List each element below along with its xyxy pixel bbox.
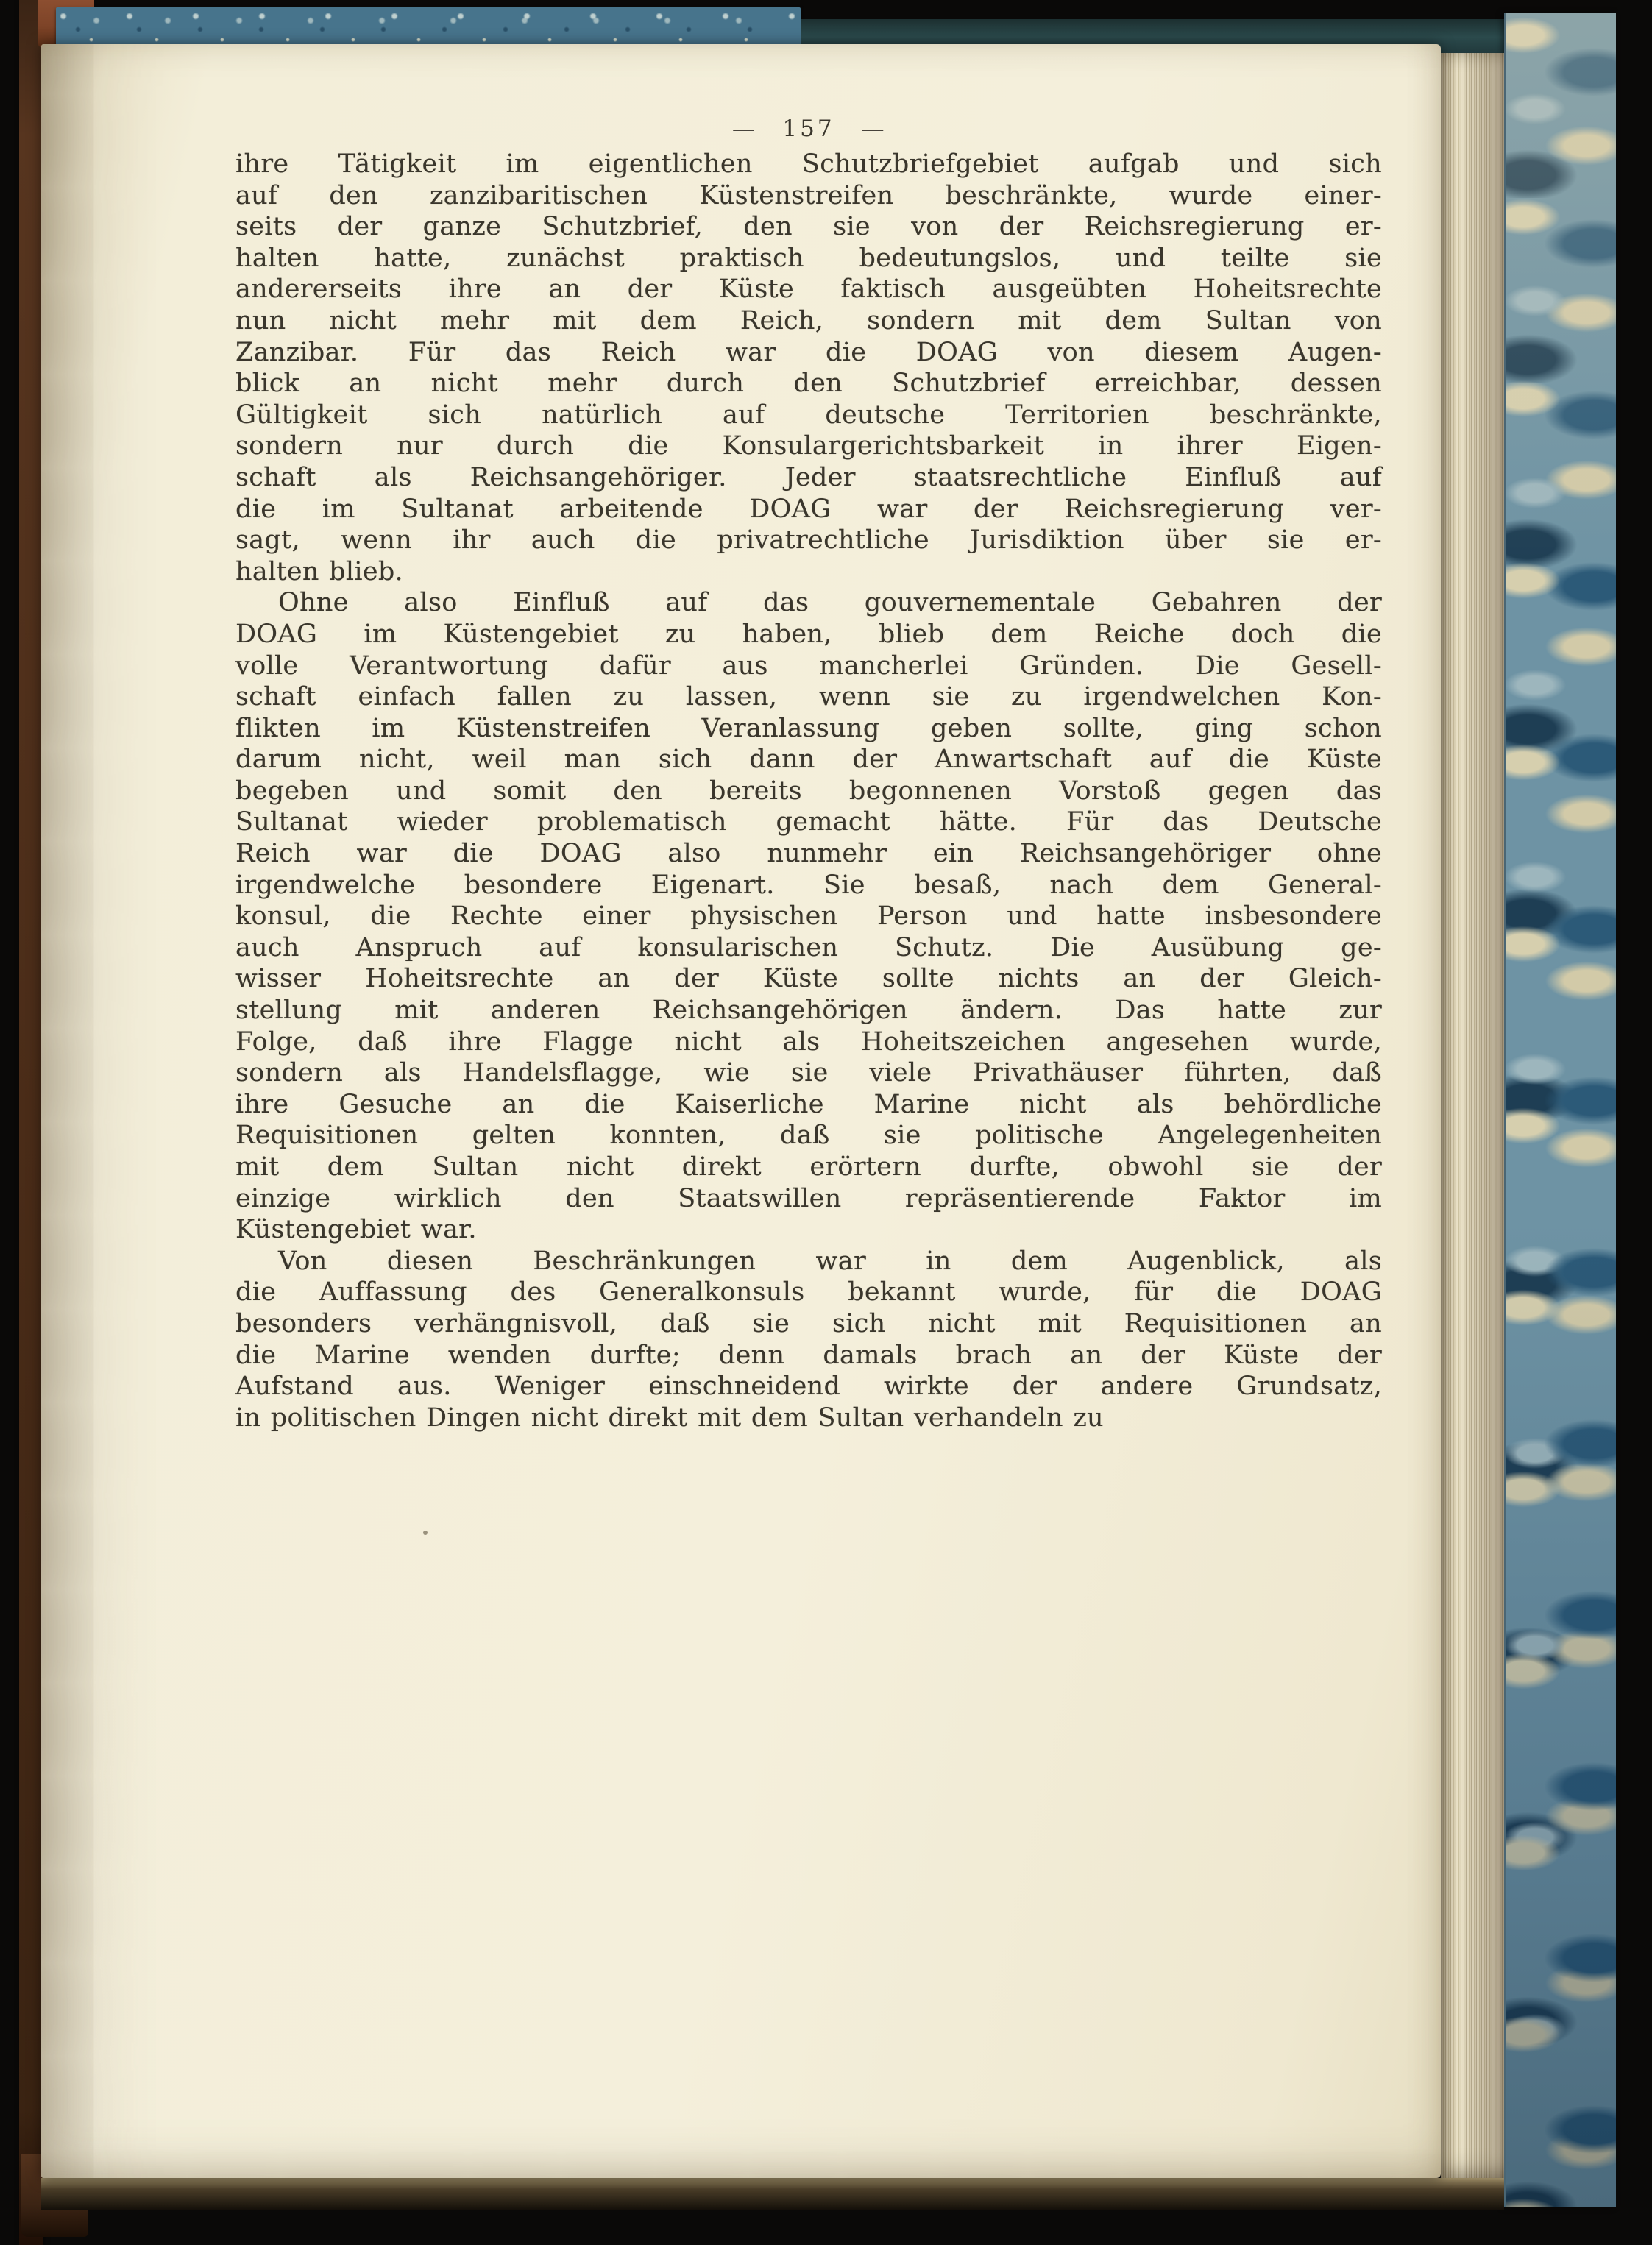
paper-speck <box>423 1531 428 1535</box>
text-line: sondern nur durch die Konsulargerichtsbarkeit in ihrer Eigen- <box>235 431 1382 461</box>
page-number-value: 157 <box>782 116 835 142</box>
text-line: ihre Tätigkeit im eigentlichen Schutzbriefgebiet aufgab und sich <box>235 149 1382 179</box>
text-line: Ohne also Einfluß auf das gouvernementale Gebahren der <box>278 588 1382 618</box>
text-line: konsul, die Rechte einer physischen Person und hatte insbesondere <box>235 901 1382 932</box>
text-line: Gültigkeit sich natürlich auf deutsche Territorien beschränkte, <box>235 400 1382 430</box>
text-line: Reich war die DOAG also nunmehr ein Reichsangehöriger ohne <box>235 839 1382 869</box>
text-line: Folge, daß ihre Flagge nicht als Hoheitszeichen angesehen wurde, <box>235 1026 1382 1057</box>
page-fore-edges <box>1441 53 1504 2178</box>
text-line: darum nicht, weil man sich dann der Anwartschaft auf die Küste <box>235 745 1382 775</box>
text-line: begeben und somit den bereits begonnenen Vorstoß gegen das <box>235 776 1382 806</box>
page-bottom-edge <box>41 2178 1504 2210</box>
marbled-endpaper <box>1504 13 1616 2207</box>
text-line: blick an nicht mehr durch den Schutzbrief erreichbar, dessen <box>235 369 1382 399</box>
text-line: auf den zanzibaritischen Küstenstreifen beschränkte, wurde einer- <box>235 180 1382 210</box>
header-dash-left: — <box>731 116 756 142</box>
text-line: flikten im Küstenstreifen Veranlassung geben sollte, ging schon <box>235 713 1382 743</box>
marbled-edge-top <box>56 7 801 47</box>
page-text <box>235 149 1382 1433</box>
text-line: schaft als Reichsangehöriger. Jeder staatsrechtliche Einfluß auf <box>235 462 1382 492</box>
text-line: ihre Gesuche an die Kaiserliche Marine nicht als behördliche <box>235 1089 1382 1119</box>
text-line: DOAG im Küstengebiet zu haben, blieb dem Reiche doch die <box>235 619 1382 649</box>
text-line: Sultanat wieder problematisch gemacht hätte. Für das Deutsche <box>235 807 1382 837</box>
text-line: die Auffassung des Generalkonsuls bekannt wurde, für die DOAG <box>235 1277 1382 1308</box>
text-line: in politischen Dingen nicht direkt mit dem Sultan verhandeln zu <box>235 1402 1104 1433</box>
text-line: stellung mit anderen Reichsangehörigen ändern. Das hatte zur <box>235 996 1382 1026</box>
text-line: sagt, wenn ihr auch die privatrechtliche Jurisdiktion über sie er- <box>235 525 1382 556</box>
page-number <box>235 116 1382 142</box>
text-line: Zanzibar. Für das Reich war die DOAG von diesem Augen- <box>235 337 1382 367</box>
text-line: halten blieb. <box>235 556 403 586</box>
text-line: wisser Hoheitsrechte an der Küste sollte nichts an der Gleich- <box>235 964 1382 994</box>
text-line: Aufstand aus. Weniger einschneidend wirkte der andere Grundsatz, <box>235 1372 1382 1402</box>
text-line: volle Verantwortung dafür aus mancherlei Gründen. Die Gesell- <box>235 650 1382 681</box>
text-line: sondern als Handelsflagge, wie sie viele Privathäuser führten, daß <box>235 1058 1382 1088</box>
text-line: Requisitionen gelten konnten, daß sie politische Angelegenheiten <box>235 1121 1382 1151</box>
header-dash-right: — <box>861 116 886 142</box>
book-page <box>41 44 1441 2178</box>
text-line: auch Anspruch auf konsularischen Schutz. Die Ausübung ge- <box>235 932 1382 962</box>
text-line: schaft einfach fallen zu lassen, wenn sie zu irgendwelchen Kon- <box>235 682 1382 712</box>
text-line: Küstengebiet war. <box>235 1215 477 1245</box>
text-line: Von diesen Beschränkungen war in dem Augenblick, als <box>278 1246 1382 1276</box>
paragraph <box>235 587 1382 1245</box>
text-line: irgendwelche besondere Eigenart. Sie besaß, nach dem General- <box>235 870 1382 900</box>
text-line: einzige wirklich den Staatswillen repräsentierende Faktor im <box>235 1183 1382 1213</box>
book-spine <box>19 0 43 2245</box>
paragraph <box>235 1246 1382 1434</box>
text-line: mit dem Sultan nicht direkt erörtern durfte, obwohl sie der <box>235 1152 1382 1182</box>
text-line: besonders verhängnisvoll, daß sie sich nicht mit Requisitionen an <box>235 1308 1382 1338</box>
text-line: die im Sultanat arbeitende DOAG war der Reichsregierung ver- <box>235 494 1382 524</box>
text-line: halten hatte, zunächst praktisch bedeutungslos, und teilte sie <box>235 243 1382 273</box>
text-line: andererseits ihre an der Küste faktisch ausgeübten Hoheitsrechte <box>235 274 1382 305</box>
text-line: nun nicht mehr mit dem Reich, sondern mit dem Sultan von <box>235 305 1382 336</box>
text-line: die Marine wenden durfte; denn damals brach an der Küste der <box>235 1340 1382 1370</box>
text-line: seits der ganze Schutzbrief, den sie von der Reichsregierung er- <box>235 212 1382 242</box>
paragraph <box>235 149 1382 587</box>
